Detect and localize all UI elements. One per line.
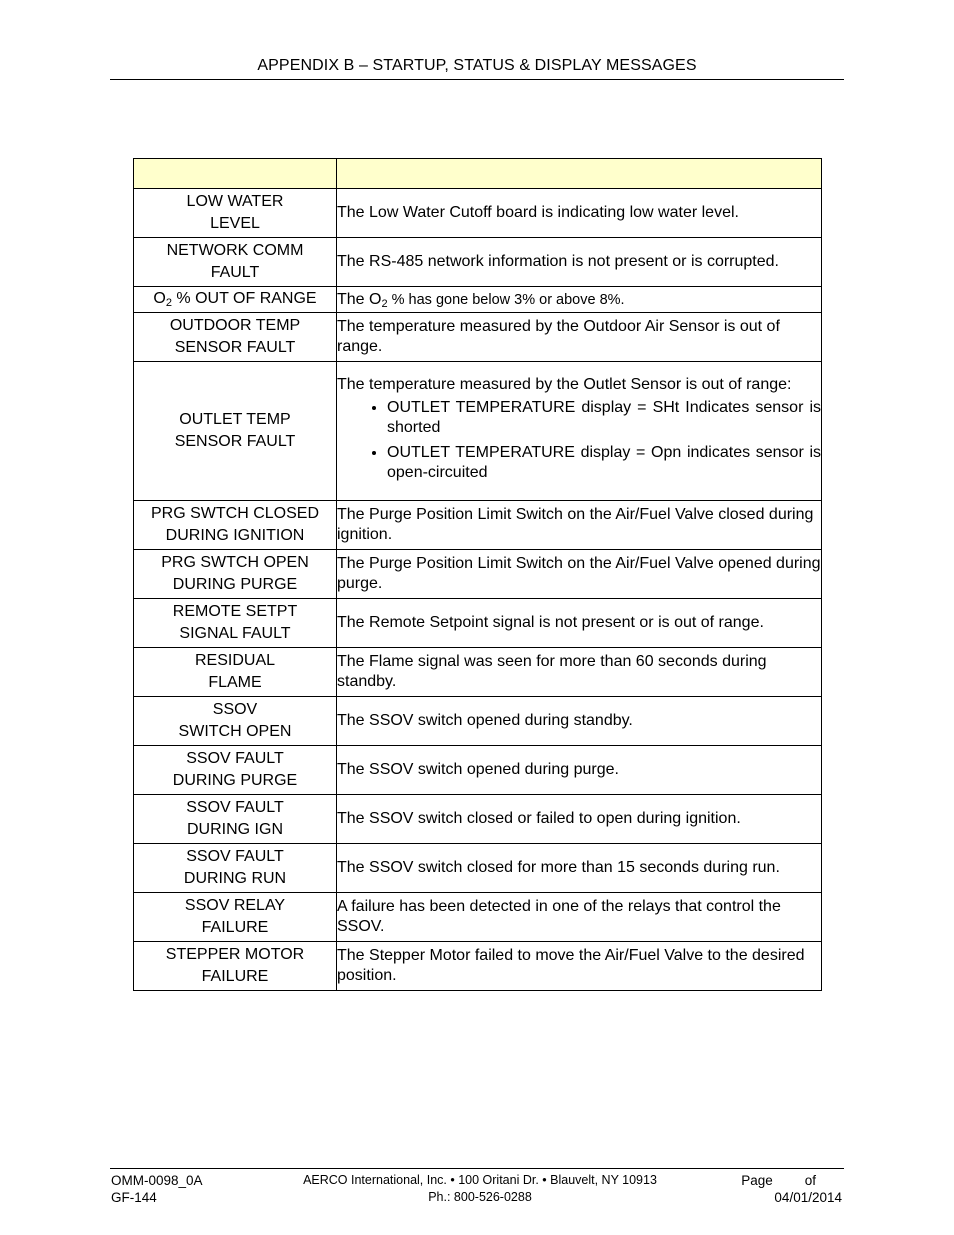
table-row	[134, 501, 822, 550]
list-item: • OUTLET TEMPERATURE display = Opn indicates sensor is open-circuited	[387, 443, 821, 483]
message-description-cell: The Remote Setpoint signal is not present or is out of range.	[337, 599, 822, 648]
footer-company	[270, 1172, 690, 1206]
message-code-cell: SSOV FAULT DURING IGN	[134, 795, 337, 844]
page-label: Page	[741, 1173, 773, 1188]
message-code-cell: SSOV RELAY FAILURE	[134, 893, 337, 942]
message-code-cell: PRG SWTCH OPEN DURING PURGE	[134, 550, 337, 599]
message-description-cell: The SSOV switch opened during standby.	[337, 697, 822, 746]
message-code-cell: SSOV FAULT DURING RUN	[134, 844, 337, 893]
form-number: GF-144	[111, 1190, 157, 1205]
message-code-cell: PRG SWTCH CLOSED DURING IGNITION	[134, 501, 337, 550]
footer-right	[741, 1172, 842, 1206]
message-description-cell: The temperature measured by the Outdoor Air Sensor is out of range.	[337, 313, 822, 362]
header-cell-message	[134, 159, 337, 189]
header-divider	[110, 79, 844, 80]
message-code-cell: LOW WATER LEVEL	[134, 189, 337, 238]
company-address: AERCO International, Inc. • 100 Oritani Dr. • Blauvelt, NY 10913	[303, 1173, 657, 1187]
table-row	[134, 599, 822, 648]
message-code-cell: OUTDOOR TEMP SENSOR FAULT	[134, 313, 337, 362]
of-label: of	[804, 1173, 816, 1188]
revision-date: 04/01/2014	[774, 1190, 842, 1205]
list-item: • OUTLET TEMPERATURE display = SHt Indicates sensor is shorted	[387, 398, 821, 438]
message-description-cell: The SSOV switch closed or failed to open during ignition.	[337, 795, 822, 844]
table-row	[134, 893, 822, 942]
table-row	[134, 697, 822, 746]
table-row	[134, 746, 822, 795]
table-row	[134, 189, 822, 238]
table-row	[134, 313, 822, 362]
footer-left	[111, 1172, 203, 1206]
table-row	[134, 550, 822, 599]
table-row	[134, 238, 822, 287]
message-code-cell: SSOV SWITCH OPEN	[134, 697, 337, 746]
table-row	[134, 648, 822, 697]
table-row	[134, 942, 822, 991]
message-description-cell	[337, 362, 822, 501]
message-code-cell: OUTLET TEMP SENSOR FAULT	[134, 362, 337, 501]
header-cell-description	[337, 159, 822, 189]
message-code-cell: SSOV FAULT DURING PURGE	[134, 746, 337, 795]
doc-number: OMM-0098_0A	[111, 1173, 203, 1188]
message-description-cell: The SSOV switch closed for more than 15 seconds during run.	[337, 844, 822, 893]
message-code-cell: NETWORK COMM FAULT	[134, 238, 337, 287]
message-description-cell: The RS-485 network information is not present or is corrupted.	[337, 238, 822, 287]
table-row	[134, 287, 822, 313]
table-row	[134, 795, 822, 844]
message-description-cell: The Stepper Motor failed to move the Air/Fuel Valve to the desired position.	[337, 942, 822, 991]
message-description-cell: The Purge Position Limit Switch on the Air/Fuel Valve closed during ignition.	[337, 501, 822, 550]
table-header-row	[134, 159, 822, 189]
message-description-cell: The $O_2$ % has gone below 3% or above 8%.	[337, 287, 822, 313]
message-description-cell: A failure has been detected in one of the relays that control the SSOV.	[337, 893, 822, 942]
message-code-cell: $O_2$ % OUT OF RANGE	[134, 287, 337, 313]
table-row	[134, 844, 822, 893]
message-description-cell: The Flame signal was seen for more than 60 seconds during standby.	[337, 648, 822, 697]
display-messages-table	[133, 158, 822, 991]
footer-divider	[110, 1168, 844, 1169]
message-description-cell: The SSOV switch opened during purge.	[337, 746, 822, 795]
message-code-cell: REMOTE SETPT SIGNAL FAULT	[134, 599, 337, 648]
message-description-cell: The Low Water Cutoff board is indicating low water level.	[337, 189, 822, 238]
table-row	[134, 362, 822, 501]
page-header-title: APPENDIX B – STARTUP, STATUS & DISPLAY MESSAGES	[257, 57, 697, 74]
page-indicator	[741, 1172, 842, 1189]
message-description-cell: The Purge Position Limit Switch on the Air/Fuel Valve opened during purge.	[337, 550, 822, 599]
bullet-list	[337, 398, 821, 483]
message-code-cell: RESIDUAL FLAME	[134, 648, 337, 697]
company-phone: Ph.: 800-526-0288	[428, 1190, 532, 1204]
description-text: The temperature measured by the Outlet Sensor is out of range:	[337, 375, 792, 393]
message-code-cell: STEPPER MOTOR FAILURE	[134, 942, 337, 991]
